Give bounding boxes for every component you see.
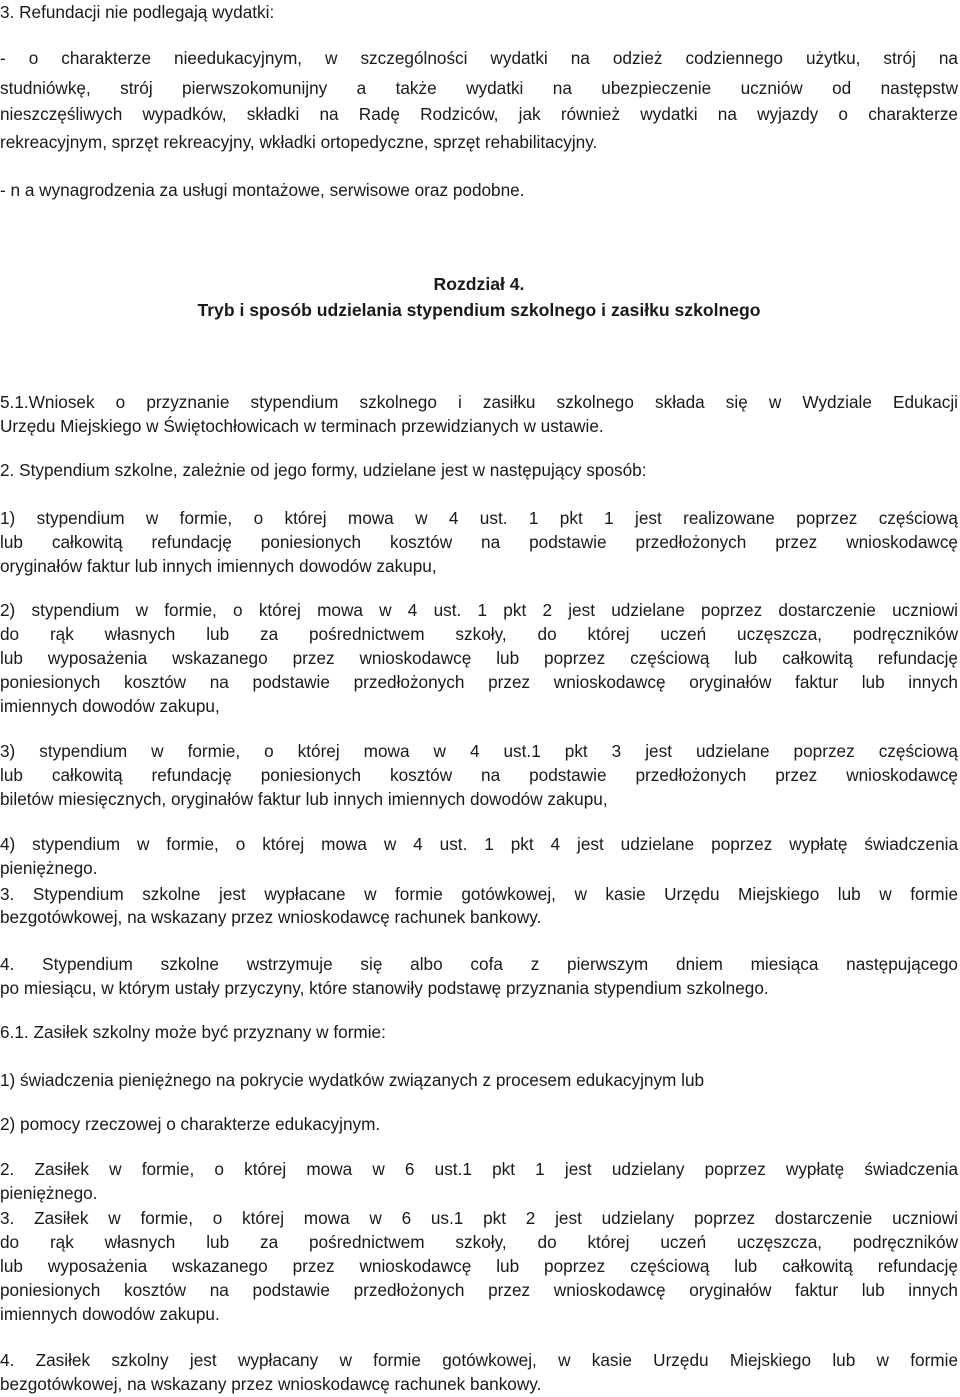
paragraph-3-line: 3. Stypendium szkolne jest wypłacane w formie gotówkowej, w kasie Urzędu Miejskiego lub w formie <box>0 884 958 904</box>
paragraph-3-line: bezgotówkowej, na wskazany przez wnioskodawcę rachunek bankowy. <box>0 907 542 927</box>
paragraph-6-4-line: 4. Zasiłek szkolny jest wypłacany w formie gotówkowej, w kasie Urzędu Miejskiego lub w formie <box>0 1350 958 1370</box>
item-2-line: lub wyposażenia wskazanego przez wnioskodawcę lub poprzez częściową lub całkowitą refundację <box>0 648 958 668</box>
item-3-line: biletów miesięcznych, oryginałów faktur lub innych imiennych dowodów zakupu, <box>0 789 608 809</box>
item-3-line: lub całkowitą refundację poniesionych kosztów na podstawie przedłożonych przez wnioskodawcę <box>0 765 958 785</box>
item-1-line: 1) stypendium w formie, o której mowa w 4 ust. 1 pkt 1 jest realizowane poprzez częściową <box>0 508 958 528</box>
paragraph-5-1-line: 5.1.Wniosek o przyznanie stypendium szkolnego i zasiłku szkolnego składa się w Wydziale Edukacji <box>0 392 958 412</box>
paragraph-6-3-line: imiennych dowodów zakupu. <box>0 1304 220 1324</box>
zasilek-form-2: 2) pomocy rzeczowej o charakterze edukacyjnym. <box>0 1114 381 1134</box>
item-3-line: 3) stypendium w formie, o której mowa w 4 ust.1 pkt 3 jest udzielane poprzez częściową <box>0 741 958 761</box>
item-4-line: pieniężnego. <box>0 858 98 878</box>
chapter-number: Rozdział 4. <box>433 274 525 294</box>
bullet-1-line: - o charakterze nieedukacyjnym, w szczególności wydatki na odzież codziennego użytku, strój na <box>0 48 958 68</box>
paragraph-4-line: po miesiącu, w którym ustały przyczyny, które stanowiły podstawę przyznania stypendium szkolnego. <box>0 978 769 998</box>
item-2-line: poniesionych kosztów na podstawie przedłożonych przez wnioskodawcę oryginałów faktur lub innych <box>0 672 958 692</box>
item-1-line: oryginałów faktur lub innych imiennych dowodów zakupu, <box>0 556 437 576</box>
paragraph-6-3-line: poniesionych kosztów na podstawie przedłożonych przez wnioskodawcę oryginałów faktur lub innych <box>0 1280 958 1300</box>
item-2-line: 2) stypendium w formie, o której mowa w 4 ust. 1 pkt 2 jest udzielane poprzez dostarczenie uczniowi <box>0 600 958 620</box>
paragraph-6-3-line: do rąk własnych lub za pośrednictwem szkoły, do której uczeń uczęszcza, podręczników <box>0 1232 958 1252</box>
paragraph-6-3-line: lub wyposażenia wskazanego przez wnioskodawcę lub poprzez częściową lub całkowitą refundację <box>0 1256 958 1276</box>
bullet-1-line: rekreacyjnym, sprzęt rekreacyjny, wkładki ortopedyczne, sprzęt rehabilitacyjny. <box>0 132 598 152</box>
bullet-2: - n a wynagrodzenia za usługi montażowe, serwisowe oraz podobne. <box>0 180 525 200</box>
item-4-line: 4) stypendium w formie, o której mowa w 4 ust. 1 pkt 4 jest udzielane poprzez wypłatę świadczenia <box>0 834 958 854</box>
paragraph-5-1-line: Urzędu Miejskiego w Świętochłowicach w terminach przewidzianych w ustawie. <box>0 416 604 436</box>
item-1-line: lub całkowitą refundację poniesionych kosztów na podstawie przedłożonych przez wnioskodawcę <box>0 532 958 552</box>
paragraph-2: 2. Stypendium szkolne, zależnie od jego formy, udzielane jest w następujący sposób: <box>0 460 647 480</box>
item-2-line: do rąk własnych lub za pośrednictwem szkoły, do której uczeń uczęszcza, podręczników <box>0 624 958 644</box>
paragraph-6-2-line: pieniężnego. <box>0 1183 98 1203</box>
chapter-title: Tryb i sposób udzielania stypendium szkolnego i zasiłku szkolnego <box>197 300 761 320</box>
paragraph-6-1: 6.1. Zasiłek szkolny może być przyznany w formie: <box>0 1022 386 1042</box>
section-3-title: 3. Refundacji nie podlegają wydatki: <box>0 2 275 22</box>
bullet-1-line: studniówkę, strój pierwszokomunijny a także wydatki na ubezpieczenie uczniów od następstw <box>0 78 958 98</box>
paragraph-6-4-line: bezgotówkowej, na wskazany przez wnioskodawcę rachunek bankowy. <box>0 1374 542 1394</box>
paragraph-4-line: 4. Stypendium szkolne wstrzymuje się albo cofa z pierwszym dniem miesiąca następującego <box>0 954 958 974</box>
bullet-1-line: nieszczęśliwych wypadków, składki na Radę Rodziców, jak również wydatki na wyjazdy o charakterze <box>0 104 958 124</box>
zasilek-form-1: 1) świadczenia pieniężnego na pokrycie wydatków związanych z procesem edukacyjnym lub <box>0 1070 705 1090</box>
paragraph-6-3-line: 3. Zasiłek w formie, o której mowa w 6 us.1 pkt 2 jest udzielany poprzez dostarczenie uczniowi <box>0 1208 958 1228</box>
item-2-line: imiennych dowodów zakupu, <box>0 696 220 716</box>
paragraph-6-2-line: 2. Zasiłek w formie, o której mowa w 6 ust.1 pkt 1 jest udzielany poprzez wypłatę świadczenia <box>0 1159 958 1179</box>
